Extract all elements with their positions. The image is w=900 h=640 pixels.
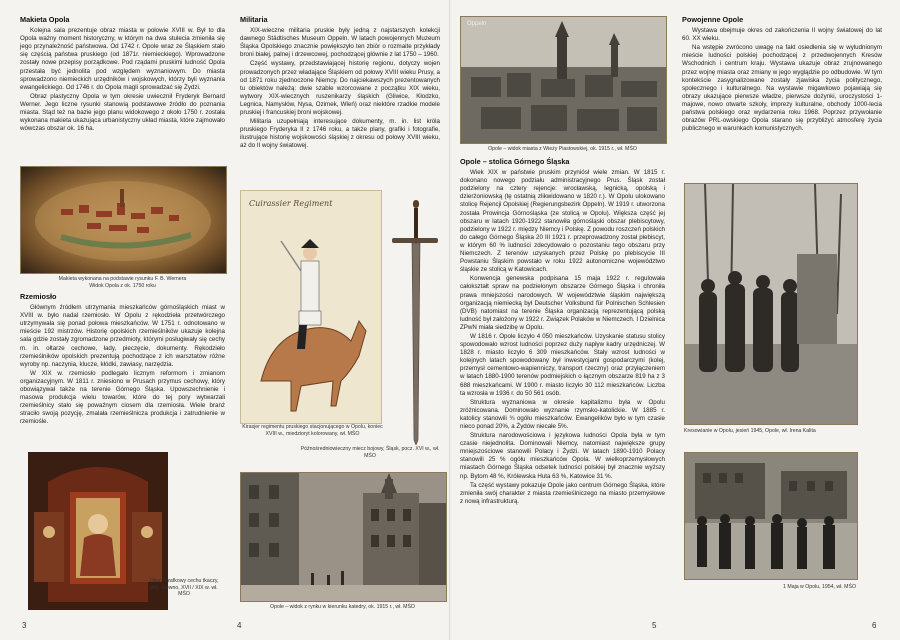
caption-altar: Ołtarz szafkowy cechu tkaczy, olej, drewno, XVII / XIX w. wł. MŚO [149,578,219,598]
paragraph: Wystawa obejmuje okres od zakończenia II wojny światowej do lat 60. XX wieku. [682,27,882,43]
paragraph: Ta część wystawy pokazuje Opole jako centrum Górnego Śląska, które zmieniła swój charakter z miasta rzemieślniczego na miasto przemysłowe z nową infrastrukturą. [460,481,665,505]
paragraph: Obraz plastyczny Opola w tym okresie uwiecznił Fryderyk Bernard Werner. Jego liczne rysunki stanowią podstawowe źródło do poznania miasta. Stąd też na bazie jego planu widokowego z około 1750 r. została wykonana makieta ukazująca urbanistyczny układ miasta, które zajmowało wówczas obszar ok. 16 ha. [20,92,225,133]
page-number: 6 [872,621,877,630]
page-number: 3 [22,621,27,630]
paragraph: W XIX w. rzemiosło podlegało licznym reformom i zmianom organizacyjnym. W 1811 r. zniesiono w Prusach przymus cechowy, który obowiązywał także na terenie Górnego Śląska. Upowszechnienie i masowa produkcja wielu towarów, które do tej pory wytwarzali rzemieślnicy stało się powaźnym ciosem dla rzemiosła. Wiele branż straciło swoją pozycję, zmalała rzemieślnicza produkcja i zatrudnienie w rzemiośle. [20,369,225,426]
heading-rzemioslo: Rzemiosło [20,292,57,301]
caption-sword: Późnośredniowieczny miecz bojowy, Śląsk, pocz. XVI w., wł. MŚO [300,446,440,459]
manuscript-title: Cuirassier Regiment [249,199,333,208]
column-page-5 [460,158,665,507]
photo-label: Oppeln [467,21,487,27]
panorama-photo [460,16,667,144]
cuirassier-engraving [240,190,382,424]
caption-market: Opole – widok z rynku w kierunku katedry, ok. 1915 r., wł. MŚO [270,604,415,610]
caption-model: Makieta wykonana na podstawie rysunku F. B. Wernera Widok Opola z ok. 1750 roku [58,276,187,289]
paragraph: Na wstępie zwrócono uwagę na fakt osiedlenia się w wyludnionym mieście ludności polskiej pochodzącej z przedwojennych Kresów Wschodnich i centrum kraju. Wystawa ukazuje obraz zrujnowanego przez wojnę miasta oraz zmiany w jego wyglądzie po odbudowie. W tym kontekście zasygnalizowane zostały zjawiska życia politycznego, społecznego i kulturalnego. Na wystawie migawkowo pojawiają się obrazy ukazujące pierwsze władze, pierwsze dożynki, uroczystości 1-majowe, nowo otwarte szkoły, imprezy kulturalne, obchody 1000-lecia państwa polskiego oraz wydarzenia roku 1968. Poprzez przywołanie obrazów PRL-owskiego Opola starano się przybliżyć atmosferę życia publicznego w warunkach komunistycznych. [682,44,882,133]
caption-may-day: 1 Maja w Opolu, 1954, wł. MŚO [783,584,856,590]
paragraph: Militaria uzupełniają interesujące dokumenty, m. in. list króla pruskiego Fryderyka II z 1746 roku, a także plany, grafiki i fotografie, ilustrujące historię wojskowości śląskiej z okresu od połowy XVIII wieku, aż do II wojny światowej. [240,118,440,150]
heading-makieta: Makieta Opola [20,15,70,24]
paragraph: Konwencja genewska podpisana 15 maja 1922 r. regulowała całokształt spraw na podzielonym obszarze Górnego Śląska i chroniła prawa mniejszości narodowych. W województwie śląskim największą organizacją niemiecką był Deutscher Volksbund für Polnischen Schlesien (DVB) natomiast na terenie Śląska organizacją reprezentującą polską ludność był założony w 1922 r. Związek Polaków w Niemczech. I Dzielnica ZPwN miała siedzibę w Opolu. [460,275,665,331]
paragraph: W 1816 r. Opole liczyło 4 050 mieszkańców. Uzyskanie statusu stolicy spowodowało wzrost ludności poprzez duży napływ kadry urzędniczej. W 1828 r. miasto liczyło 6 309 mieszkańców. Stały wzrost ludności w kolejnych latach spowodowany był inwestycjami gospodarczymi (kolej, przemysł cementowo-wapienniczy, transport rzeczny) oraz przyłączeniem w latach 1880-1900 terenów podmiejskich o łącznym obszarze 819 ha z 3 688 mieszkańcami. W 1900 r. miasto liczyło 30 112 mieszkańców. Liczba ta wzrosła w 1936 r. do 50 561 osób. [460,332,665,397]
paragraph: XIX-wieczne militaria pruskie były jedną z najstarszych kolekcji dawnego Städtisches Museum Oppeln. W latach powojennych Muzeum Śląska Opolskiego znacznie powiększyło ten zbiór o rozmaite przykłady broni białej, palnej i drzewcowej, pochodzącej głównie z lat 1750 – 1960. [240,27,440,59]
caption-cuirassier: Kirasjer regimentu pruskiego stacjonującego w Opolu, koniec XVIII w., miedzioryt kolorowany, wł. MŚO [242,424,383,437]
paragraph: Wiek XIX w państwie pruskim przyniósł wiele zmian. W 1815 r. dokonano nowego podziału administracyjnego Prus. Śląsk został podzielony na cztery rejencje: wrocławską, legnicką, opolską i dzierżoniowską (tę ostatnią zlikwidowano w 1820 r.). W Opolu ulokowano stolicę Rejencji Opolskiej (Regierungsbezirk Oppeln). W 1919 r. utworzona została Prowincja Górnośląska (ze stolicą w Opolu). Większa część jej obszaru w latach 1920-1922 stanowiła górnośląski obszar plebiscytowy, podzielony w 1922 r. między Niemcy i Polskę. Z powodu roszczeń polskich do całego Górnego Śląska 20 III 1921 r. przeprowadzony został plebiscyt, w którym 60 % ludności zdecydowało o pozostaniu tego obszaru przy Niemczech. Z terenów uzyskanych przez Polskę po plebiscycie III Powstaniu Śląskim powstało w roku 1922 autonomiczne województwo śląskie ze stolicą w Katowicach. [460,169,665,274]
page-number: 5 [652,621,657,630]
paragraph: Kolejna sala prezentuje obraz miasta w połowie XVIII w. Był to dla Opola ważny moment historyczny, w którym na dwa stulecia zmieniła się jego przynależność państwowa. Od 1742 r. Opole wraz ze Śląskiem stało się częścią państwa pruskiego (od 1871r. niemieckiego). Wprowadzone zostały nowe przepisy porządkowe. Pod rządami pruskimi ludność Opola przestała być jednolita pod względem wyznaniowym. Do miasta sprowadzono niemieckich urzędników i wojskowych, którzy byli wyznania ewangelickiego. Od 1746 r. do Opola magli sprowadzać się Żydzi. [20,27,225,91]
sword-image [390,200,440,445]
page-spine [449,0,451,640]
city-model-photo [20,166,227,274]
column-page-4 [240,16,440,152]
paragraph: Część wystawy, przedstawiającej historię regionu, dotyczy wojen prowadzonych przez władające Śląskiem od połowy XVIII wieku Prusy, a od 1871 roku zjednoczone Niemcy. Do najciekawszych prezentowanych tu obiektów należą: dwie szable wzorcowane z początku XIX wieku, wytwory XIX-wiecznych ruszenikarzy śląskich (Gliwice, Kłodzko, Legnica, Namysłów, Nysa, Ozimek, Wleń) oraz niektóre rzadkie modele pruskiej i francuskiej broni wojskowej. [240,60,440,117]
settlers-photo [684,183,858,425]
column-page-3-lower [20,293,225,428]
column-page-6 [682,16,882,134]
caption-settlers: Kresowianie w Opolu, jesień 1945, Opole, wł. Irena Kalita [684,428,816,434]
page-number: 4 [237,621,242,630]
heading-opole-stolica: Opole – stolica Górnego Śląska [460,157,570,166]
heading-militaria: Militaria [240,15,268,24]
column-page-3 [20,16,225,134]
may-day-photo [684,452,858,580]
paragraph: Struktura narodowościowa i językowa ludności Opola była w tym czasie niejednolita. Dominowali Niemcy, natomiast największe grupy mniejszościowe stanowili Polacy i Żydzi. W latach 1890-1910 Polacy stanowili 25 % ogółu mieszkańców Opola. W wielkoprzemysłowych miastach Górnego Śląska odsetek ludności polskiej był znacznie wyższy np. Bytom 48 %, Królewska Huta 63 %, Katowice 31 %. [460,432,665,480]
caption-panorama: Opole – widok miasta z Wieży Piastowskiej, ok. 1915 r., wł. MŚO [488,146,637,152]
heading-powojenne: Powojenne Opole [682,15,744,24]
paragraph: Głównym źródłem utrzymania mieszkańców górnośląskich miast w XVIII w. było nadal rzemiosło. W Opolu z rękodzieła przetwórczego utrzymywała się ponad połowa mieszkańców. W 1751 r. odnotowano w mieście 192 mistrzów. Historię opolskich rzemieślników ukazuje kolejna sala gdzie zostały zgromadzone przedmioty, którymi posługiwały się cechy m. in. ołtarze cechowe, łady, pieczęcie, dokumenty. Rękodzieło rzemieślników opolskich prezentują pochodzące z ich warsztatów różne wyroby np. naczynia, klucze, kłódki, zawiasy, narzędzia. [20,304,225,368]
market-square-photo [240,472,447,602]
paragraph: Struktura wyznaniowa w okresie kapitalizmu była w Opolu zróżnicowana. Dominowało wyznanie rzymsko-katolickie. W 1885 r. katolicy stanowili ¾ ogółu mieszkańców. Ewangelików było w tym czasie nieco ponad 20%, a Żydów niecałe 5%. [460,398,665,430]
